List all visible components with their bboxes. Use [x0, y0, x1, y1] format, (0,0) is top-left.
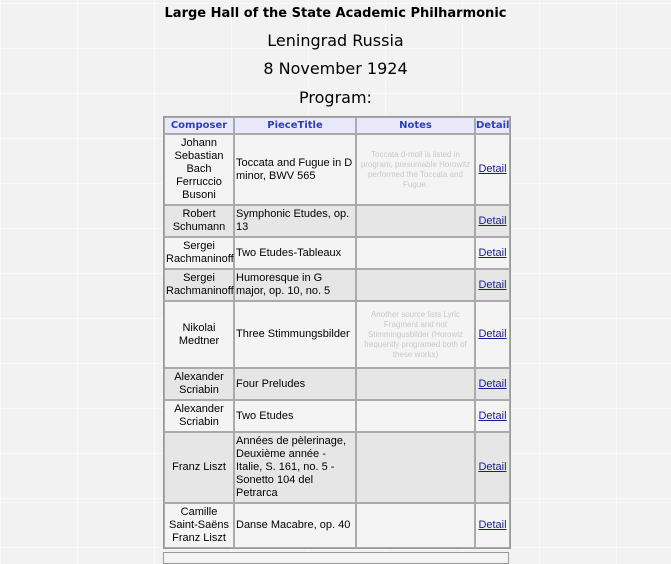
table-footer: [163, 552, 509, 564]
table-row: [164, 400, 510, 432]
table-row: [164, 269, 510, 301]
detail-cell: [475, 269, 510, 301]
table-row: [164, 432, 510, 503]
composer-cell: Alexander Scriabin: [164, 400, 234, 432]
piece-title-cell: Symphonic Etudes, op. 13: [234, 205, 356, 237]
composer-cell: Johann Sebastian Bach Ferruccio Busoni: [164, 134, 234, 205]
detail-cell: [475, 301, 510, 368]
column-piece-title: PieceTitle: [234, 117, 356, 134]
detail-link[interactable]: Detail: [478, 409, 507, 422]
notes-cell: [356, 400, 475, 432]
table-row: [164, 237, 510, 269]
piece-title-cell: Années de pèlerinage, Deuxième année - Italie, S. 161, no. 5 - Sonetto 104 del Petrarca: [234, 432, 356, 503]
notes-cell: [356, 368, 475, 400]
detail-link[interactable]: Detail: [478, 377, 507, 390]
composer-cell: Camille Saint-Saëns Franz Liszt: [164, 503, 234, 548]
notes-cell: Toccata d-moll is listed in program, presumable Horowitz performed the Toccata and Fugue.: [356, 134, 475, 205]
table-row: [164, 205, 510, 237]
piece-title-cell: Four Preludes: [234, 368, 356, 400]
column-notes: Notes: [356, 117, 475, 134]
piece-title-cell: Two Etudes: [234, 400, 356, 432]
piece-title-cell: Toccata and Fugue in D minor, BWV 565: [234, 134, 356, 205]
table-row: [164, 301, 510, 368]
table-row: [164, 368, 510, 400]
detail-link[interactable]: Detail: [478, 461, 507, 473]
detail-link[interactable]: Detail: [478, 519, 507, 531]
detail-cell: [475, 368, 510, 400]
detail-cell: [475, 237, 510, 269]
notes-cell: [356, 269, 475, 301]
detail-link[interactable]: Detail: [478, 163, 507, 175]
composer-cell: Sergei Rachmaninoff: [164, 237, 234, 269]
notes-cell: [356, 237, 475, 269]
detail-cell: [475, 134, 510, 205]
program-table: [163, 116, 511, 549]
detail-cell: [475, 432, 510, 503]
program-label: Program:: [299, 88, 372, 107]
composer-cell: Franz Liszt: [164, 432, 234, 503]
detail-link[interactable]: Detail: [478, 278, 507, 291]
concert-date: 8 November 1924: [263, 59, 408, 78]
notes-cell: [356, 432, 475, 503]
composer-cell: Sergei Rachmaninoff: [164, 269, 234, 301]
column-composer: Composer: [164, 117, 234, 134]
table-row: [164, 134, 510, 205]
piece-title-cell: Humoresque in G major, op. 10, no. 5: [234, 269, 356, 301]
detail-cell: [475, 503, 510, 548]
table-header: [164, 117, 510, 134]
detail-cell: [475, 205, 510, 237]
table-row: [164, 503, 510, 548]
column-detail: Detail: [475, 117, 510, 134]
piece-title-cell: Three Stimmungsbilder: [234, 301, 356, 368]
composer-cell: Robert Schumann: [164, 205, 234, 237]
detail-link[interactable]: Detail: [478, 246, 507, 259]
notes-cell: [356, 503, 475, 548]
notes-cell: [356, 205, 475, 237]
detail-link[interactable]: Detail: [478, 328, 507, 340]
notes-cell: Another source lists Lyric Fragment and not Stimmingusbilder (Horowiz frequently programed both of these works): [356, 301, 475, 368]
piece-title-cell: Two Etudes-Tableaux: [234, 237, 356, 269]
program-section: [163, 116, 509, 564]
detail-cell: [475, 400, 510, 432]
composer-cell: Alexander Scriabin: [164, 368, 234, 400]
city: Leningrad Russia: [267, 31, 404, 50]
venue-title: Large Hall of the State Academic Philharmonic: [164, 6, 507, 21]
composer-cell: Nikolai Medtner: [164, 301, 234, 368]
detail-link[interactable]: Detail: [478, 214, 507, 227]
piece-title-cell: Danse Macabre, op. 40: [234, 503, 356, 548]
